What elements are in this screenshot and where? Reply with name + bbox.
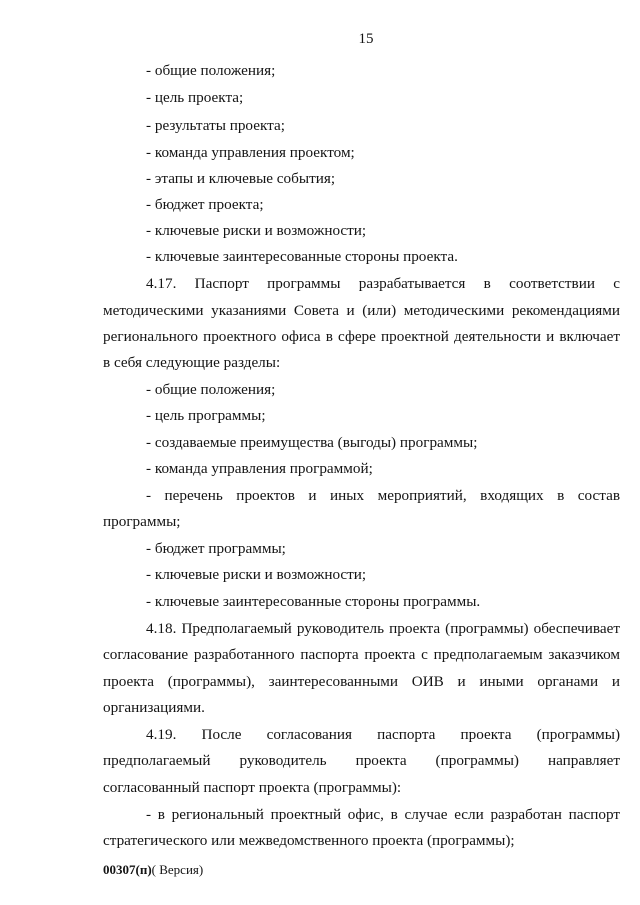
paragraph-4-17-line: в себя следующие разделы: bbox=[103, 354, 281, 371]
document-footer bbox=[103, 862, 203, 878]
list-item: - цель программы; bbox=[146, 407, 266, 424]
document-version: ( Версия) bbox=[151, 862, 204, 877]
list-item: - ключевые риски и возможности; bbox=[146, 222, 367, 239]
list-item: - создаваемые преимущества (выгоды) программы; bbox=[146, 434, 478, 451]
paragraph-4-18-line: согласование разработанного паспорта проекта с предполагаемым заказчиком bbox=[103, 646, 620, 663]
list-item: - общие положения; bbox=[146, 381, 276, 398]
paragraph-4-19-line: предполагаемый руководитель проекта (программы) направляет bbox=[103, 752, 620, 769]
list-item-continuation: программы; bbox=[103, 513, 181, 530]
paragraph-4-18-line: 4.18. Предполагаемый руководитель проекта (программы) обеспечивает bbox=[146, 620, 620, 637]
list-item: - ключевые заинтересованные стороны проекта. bbox=[146, 248, 458, 265]
paragraph-4-17-line: регионального проектного офиса в сфере проектной деятельности и включает bbox=[103, 328, 620, 345]
list-item: - бюджет проекта; bbox=[146, 196, 264, 213]
paragraph-4-18-line: проекта (программы), заинтересованными ОИВ и иными органами и bbox=[103, 673, 620, 690]
list-item: - этапы и ключевые события; bbox=[146, 170, 336, 187]
paragraph-4-18-line: организациями. bbox=[103, 699, 205, 716]
list-item: - команда управления программой; bbox=[146, 460, 373, 477]
list-item: - перечень проектов и иных мероприятий, входящих в состав bbox=[146, 487, 620, 504]
list-item: - ключевые заинтересованные стороны программы. bbox=[146, 593, 481, 610]
list-item-continuation: стратегического или межведомственного проекта (программы); bbox=[103, 832, 515, 849]
paragraph-4-17-line: 4.17. Паспорт программы разрабатывается в соответствии с bbox=[146, 275, 620, 292]
list-item: - цель проекта; bbox=[146, 89, 244, 106]
list-item: - общие положения; bbox=[146, 62, 276, 79]
paragraph-4-19-line: 4.19. После согласования паспорта проекта (программы) bbox=[146, 726, 620, 743]
list-item: - ключевые риски и возможности; bbox=[146, 566, 367, 583]
document-code: 00307(п) bbox=[103, 862, 152, 877]
list-item: - команда управления проектом; bbox=[146, 144, 355, 161]
list-item: - в региональный проектный офис, в случае если разработан паспорт bbox=[146, 806, 620, 823]
page-number: 15 bbox=[358, 31, 374, 47]
list-item: - результаты проекта; bbox=[146, 117, 285, 134]
paragraph-4-19-line: согласованный паспорт проекта (программы): bbox=[103, 779, 402, 796]
paragraph-4-17-line: методическими указаниями Совета и (или) методическими рекомендациями bbox=[103, 302, 620, 319]
list-item: - бюджет программы; bbox=[146, 540, 286, 557]
